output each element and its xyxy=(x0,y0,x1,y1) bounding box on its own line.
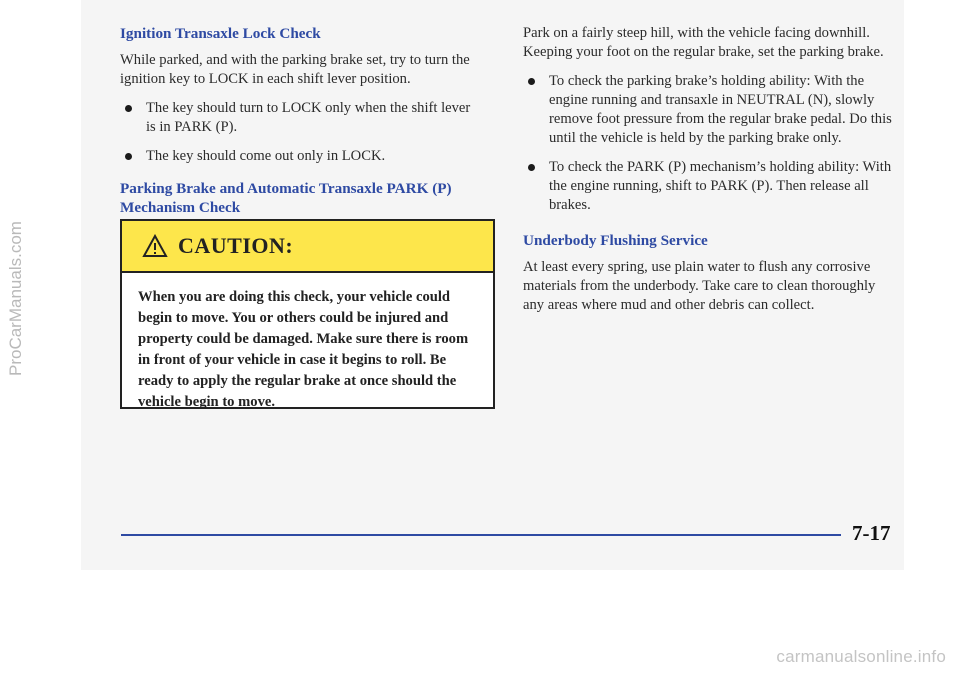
underbody-flushing-paragraph: At least every spring, use plain water to flush any corrosive materials from the underbody. Take care to clean thoroughly any areas where mud and other debris can collect. xyxy=(523,259,876,313)
caution-body: When you are doing this check, your vehicle could begin to move. You or others could be injured and property could be damaged. Make sure there is room in front of your vehicle in case it begins to roll. Be ready to apply the regular brake at once should the vehicle begin to move. xyxy=(138,289,469,410)
footer-rule xyxy=(121,534,841,536)
list-item-text: To check the PARK (P) mechanism’s holding ability: With the engine running, shift to PARK (P). Then release all brakes. xyxy=(549,159,892,213)
list-item-text: The key should turn to LOCK only when the shift lever is in PARK (P). xyxy=(146,100,471,135)
caution-title: CAUTION: xyxy=(178,233,294,258)
page-number: 7-17 xyxy=(852,521,891,545)
list-item xyxy=(120,99,482,137)
parking-brake-check-heading: Parking Brake and Automatic Transaxle PARK (P) Mechanism Check xyxy=(120,180,452,216)
bottom-watermark: carmanualsonline.info xyxy=(776,647,946,666)
bullet-icon xyxy=(125,105,132,112)
ignition-lock-check-list xyxy=(120,99,482,166)
underbody-flushing-heading: Underbody Flushing Service xyxy=(523,232,708,249)
right-column xyxy=(523,24,893,315)
warning-triangle-icon xyxy=(142,234,168,258)
hill-check-list xyxy=(523,72,893,215)
ignition-lock-check-paragraph: While parked, and with the parking brake set, try to turn the ignition key to LOCK in each shift lever position. xyxy=(120,52,470,87)
list-item-text: The key should come out only in LOCK. xyxy=(146,148,386,164)
list-item-text: To check the parking brake’s holding ability: With the engine running and transaxle in NEUTRAL (N), slowly remove foot pressure from the regular brake pedal. Do this until the vehicle is held by the parking brake only. xyxy=(549,73,892,146)
bullet-icon xyxy=(125,153,132,160)
list-item xyxy=(120,147,482,166)
caution-header xyxy=(122,221,493,273)
hill-check-intro: Park on a fairly steep hill, with the vehicle facing downhill. Keeping your foot on the regular brake, set the parking brake. xyxy=(523,25,884,60)
side-watermark-text: ProCarManuals.com xyxy=(6,221,25,376)
bullet-icon xyxy=(528,164,535,171)
side-watermark xyxy=(2,140,28,380)
list-item xyxy=(523,158,893,215)
bullet-icon xyxy=(528,78,535,85)
left-column xyxy=(120,24,482,217)
list-item xyxy=(523,72,893,148)
caution-box xyxy=(120,219,495,409)
ignition-lock-check-heading: Ignition Transaxle Lock Check xyxy=(120,25,321,42)
